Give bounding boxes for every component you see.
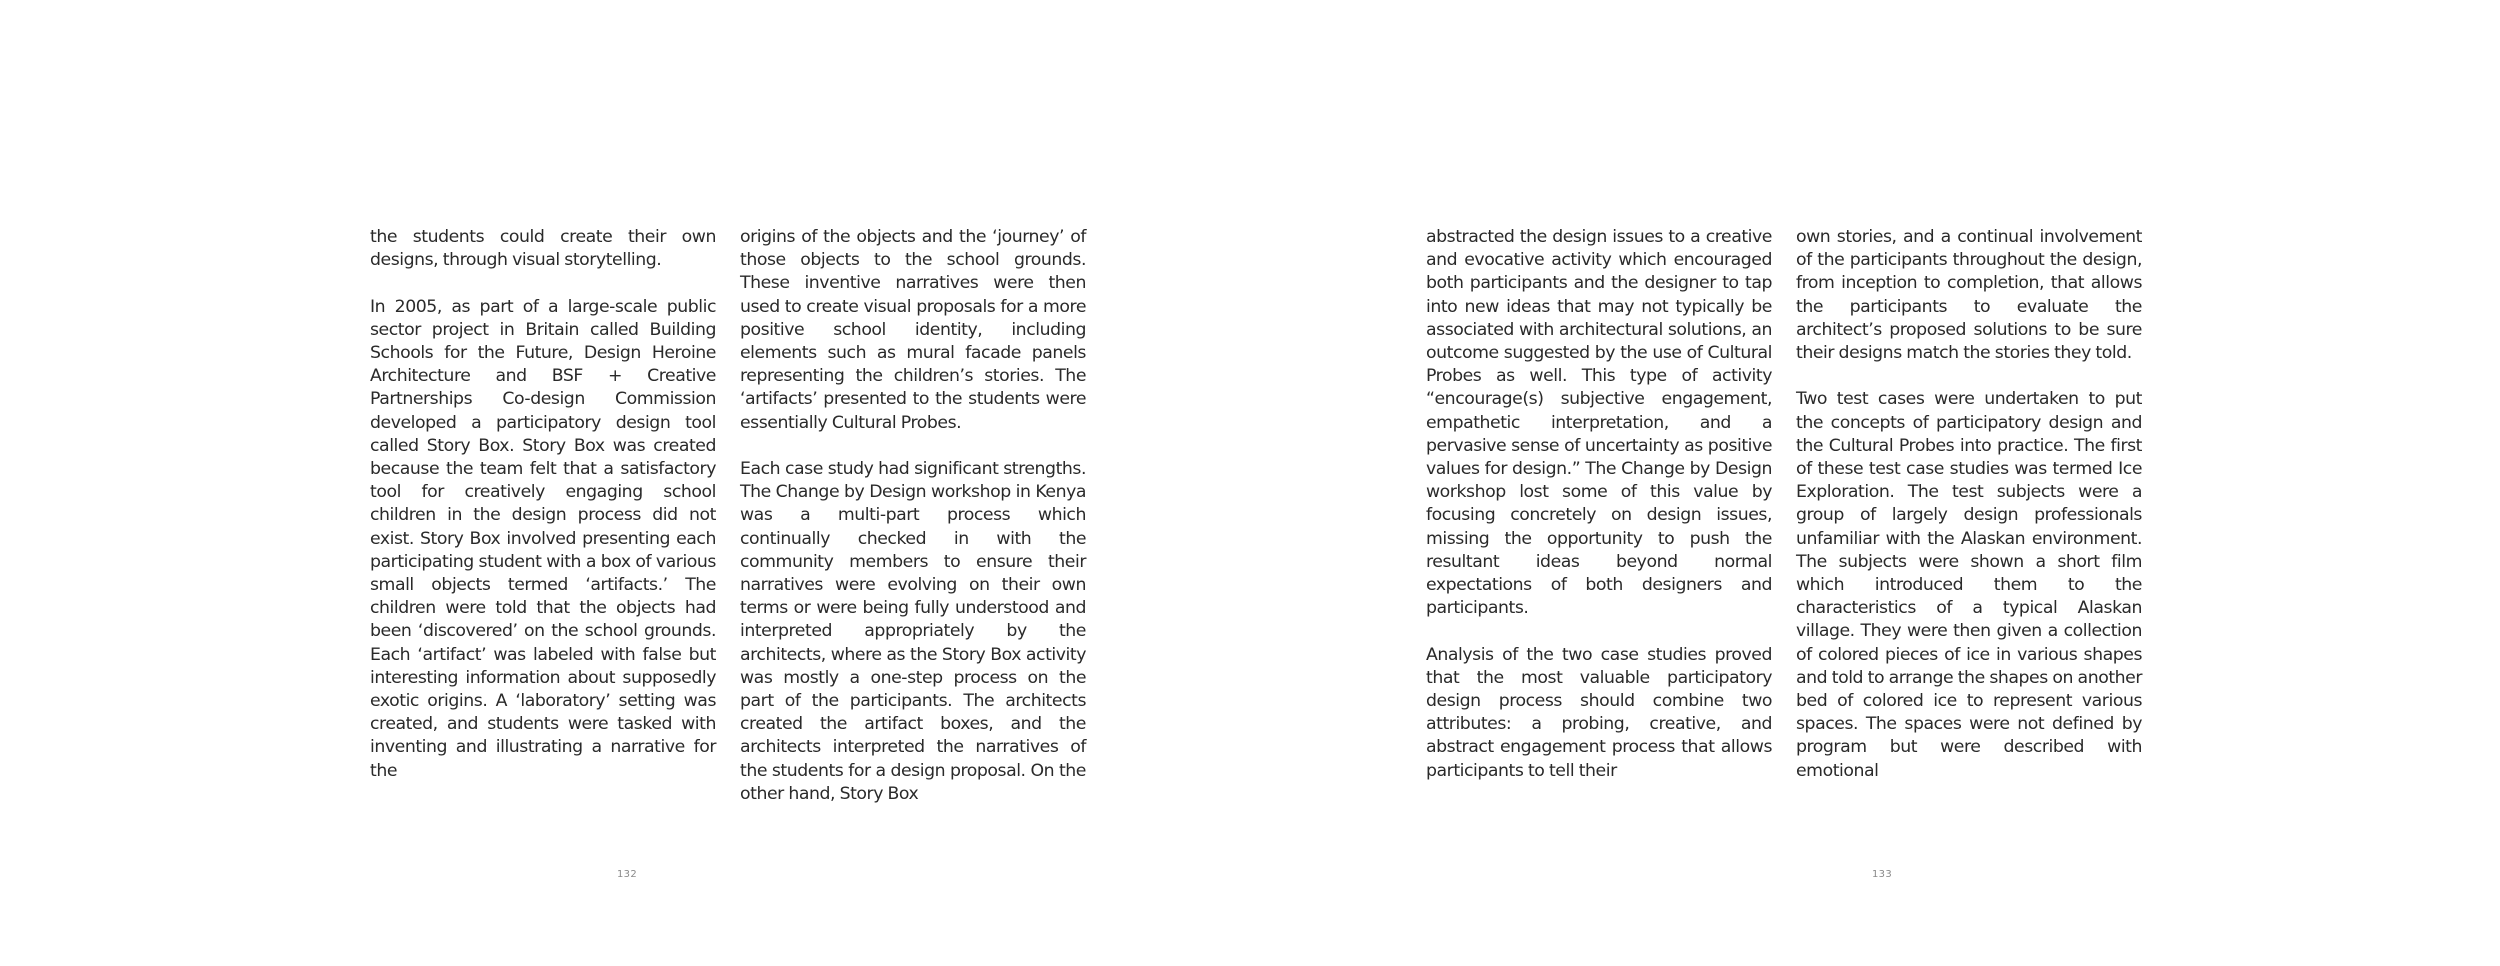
paragraph: Analysis of the two case studies proved that the most valuable participatory design process should combine two attributes: a probing, creative, and abstract engagement process that allows participants to tell their <box>1426 644 1772 781</box>
paragraph: origins of the objects and the ‘journey’ of those objects to the school grounds. These inventive narratives were then used to create visual proposals for a more positive school identity, including elements such as mural facade panels representing the children’s stories. The ‘artifacts’ presented to the students were essentially Cultural Probes. <box>740 227 1086 433</box>
right-page-column-1 <box>1426 226 1772 783</box>
right-page <box>1250 0 2500 966</box>
page-number-right: 133 <box>1872 869 1892 880</box>
left-page-column-1 <box>370 226 716 783</box>
paragraph: abstracted the design issues to a creative and evocative activity which encouraged both participants and the designer to tap into new ideas that may not typically be associated with architectural solutions, an outcome suggested by the use of Cultural Probes as well. This type of activity “encourage(s) subjective engagement, empathetic interpretation, and a pervasive sense of uncertainty as positive values for design.” The Change by Design workshop lost some of this value by focusing concretely on design issues, missing the opportunity to push the resultant ideas beyond normal expectations of both designers and participants. <box>1426 227 1772 619</box>
paragraph: own stories, and a continual involvement of the participants throughout the design, from inception to completion, that allows the participants to evaluate the architect’s proposed solutions to be sure their designs match the stories they told. <box>1796 227 2142 364</box>
right-page-column-2 <box>1796 226 2142 783</box>
paragraph: Each case study had significant strengths. The Change by Design workshop in Kenya was a multi-part process which continually checked in with the community members to ensure their narratives were evolving on their own terms or were being fully understood and interpreted appropriately by the architects, where as the Story Box activity was mostly a one-step process on the part of the participants. The architects created the artifact boxes, and the architects interpreted the narratives of the students for a design proposal. On the other hand, Story Box <box>740 459 1086 804</box>
paragraph: the students could create their own designs, through visual storytelling. <box>370 227 716 271</box>
left-page-column-2 <box>740 226 1086 806</box>
paragraph: Two test cases were undertaken to put the concepts of participatory design and the Cultural Probes into practice. The first of these test case studies was termed Ice Exploration. The test subjects were a group of largely design professionals unfamiliar with the Alaskan environment. The subjects were shown a short film which introduced them to the characteristics of a typical Alaskan village. They were then given a collection of colored pieces of ice in various shapes and told to arrange the shapes on another bed of colored ice to represent various spaces. The spaces were not defined by program but were described with emotional <box>1796 389 2142 781</box>
page-number-left: 132 <box>617 869 637 880</box>
paragraph: In 2005, as part of a large-scale public sector project in Britain called Building Schools for the Future, Design Heroine Architecture and BSF + Creative Partnerships Co-design Commission developed a participatory design tool called Story Box. Story Box was created because the team felt that a satisfactory tool for creatively engaging school children in the design process did not exist. Story Box involved presenting each participating student with a box of various small objects termed ‘artifacts.’ The children were told that the objects had been ‘discovered’ on the school grounds. Each ‘artifact’ was labeled with false but interesting information about supposedly exotic origins. A ‘laboratory’ setting was created, and students were tasked with inventing and illustrating a narrative for the <box>370 296 716 781</box>
